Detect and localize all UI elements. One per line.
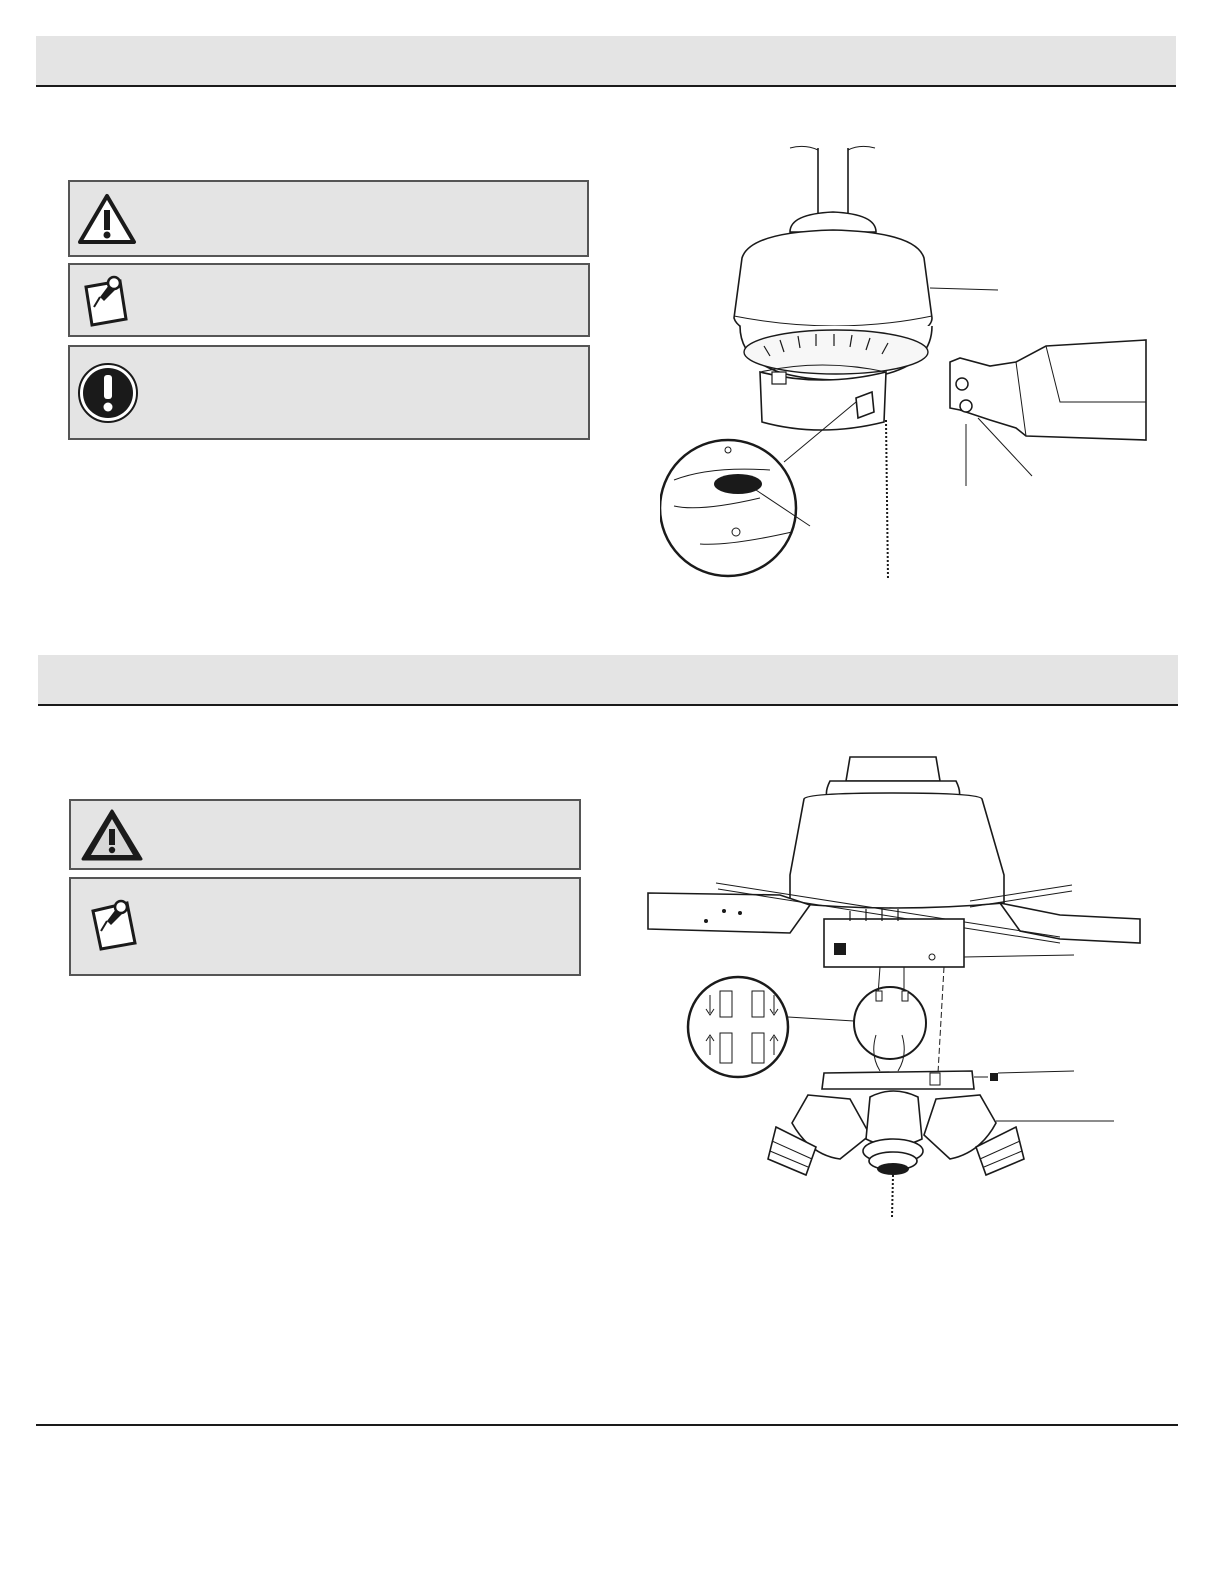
warning-callout-1 [68, 180, 589, 257]
note-callout-1 [68, 263, 590, 337]
note-callout-2 [69, 877, 581, 976]
warning-triangle-icon [76, 192, 138, 248]
exclamation-circle-icon [76, 361, 140, 425]
warning-triangle-icon [79, 807, 145, 865]
note-pin-icon [76, 271, 132, 329]
section-header-2 [38, 655, 1178, 706]
note-pin-icon [85, 893, 141, 953]
figure-light-kit-install [640, 755, 1180, 1220]
important-callout-1 [68, 345, 590, 440]
footer-rule [36, 1424, 1178, 1426]
section-header-1 [36, 36, 1176, 87]
figure-motor-blade-install [660, 140, 1160, 590]
warning-callout-2 [69, 799, 581, 870]
